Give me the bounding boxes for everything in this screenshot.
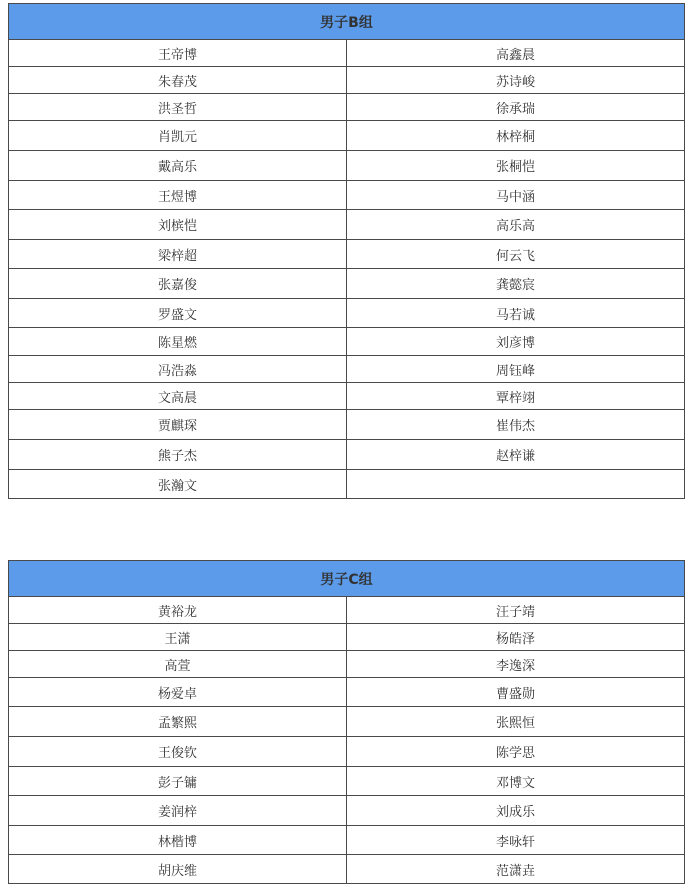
player-name [347, 470, 685, 499]
table-row [9, 210, 685, 240]
player-name: 戴高乐 [9, 151, 347, 181]
player-name: 王煜博 [9, 181, 347, 210]
player-name: 李逸深 [347, 651, 685, 678]
table-row [9, 767, 685, 796]
player-name: 苏诗峻 [347, 67, 685, 94]
player-name: 朱春茂 [9, 67, 347, 94]
player-name: 刘槟恺 [9, 210, 347, 240]
table-row [9, 826, 685, 855]
table-row [9, 651, 685, 678]
player-name: 文高晨 [9, 383, 347, 410]
player-name: 王俊钦 [9, 737, 347, 767]
table-row [9, 855, 685, 884]
player-name: 何云飞 [347, 240, 685, 269]
table-row [9, 796, 685, 826]
player-name: 范潇垚 [347, 855, 685, 884]
player-name: 陈星燃 [9, 328, 347, 356]
player-name: 高乐高 [347, 210, 685, 240]
player-name: 邓博文 [347, 767, 685, 796]
player-name: 马中涵 [347, 181, 685, 210]
table-row [9, 678, 685, 707]
table-row [9, 707, 685, 737]
table-row [9, 383, 685, 410]
table-row [9, 299, 685, 328]
table-row [9, 624, 685, 651]
player-name: 熊子杰 [9, 440, 347, 470]
player-name: 梁梓超 [9, 240, 347, 269]
group-b-table [8, 3, 685, 499]
table-row [9, 410, 685, 440]
player-name: 高萱 [9, 651, 347, 678]
table-row [9, 597, 685, 624]
player-name: 姜润梓 [9, 796, 347, 826]
player-name: 张嘉俊 [9, 269, 347, 299]
table-row [9, 240, 685, 269]
player-name: 张熙恒 [347, 707, 685, 737]
player-name: 汪子靖 [347, 597, 685, 624]
group-c-title: 男子C组 [9, 561, 685, 597]
group-c-table [8, 560, 685, 884]
player-name: 周钰峰 [347, 356, 685, 383]
player-name: 黄裕龙 [9, 597, 347, 624]
player-name: 陈学思 [347, 737, 685, 767]
player-name: 林楷博 [9, 826, 347, 855]
player-name: 赵梓谦 [347, 440, 685, 470]
player-name: 曹盛勋 [347, 678, 685, 707]
player-name: 肖凯元 [9, 121, 347, 151]
table-row [9, 40, 685, 67]
player-name: 马若诚 [347, 299, 685, 328]
table-row [9, 269, 685, 299]
player-name: 崔伟杰 [347, 410, 685, 440]
group-b-title: 男子B组 [9, 4, 685, 40]
player-name: 彭子镛 [9, 767, 347, 796]
player-name: 刘成乐 [347, 796, 685, 826]
player-name: 刘彦博 [347, 328, 685, 356]
table-row [9, 440, 685, 470]
table-row [9, 121, 685, 151]
player-name: 龚懿宸 [347, 269, 685, 299]
player-name: 胡庆维 [9, 855, 347, 884]
player-name: 张桐恺 [347, 151, 685, 181]
table-row [9, 470, 685, 499]
table-row [9, 94, 685, 121]
player-name: 洪圣哲 [9, 94, 347, 121]
table-row [9, 737, 685, 767]
player-name: 李咏轩 [347, 826, 685, 855]
table-row [9, 67, 685, 94]
player-name: 林梓桐 [347, 121, 685, 151]
player-name: 杨皓泽 [347, 624, 685, 651]
table-row [9, 356, 685, 383]
table-row [9, 328, 685, 356]
player-name: 冯浩淼 [9, 356, 347, 383]
player-name: 杨爱卓 [9, 678, 347, 707]
group-c-header-row [9, 561, 685, 597]
player-name: 罗盛文 [9, 299, 347, 328]
player-name: 徐承瑞 [347, 94, 685, 121]
player-name: 张瀚文 [9, 470, 347, 499]
player-name: 覃梓翊 [347, 383, 685, 410]
player-name: 王潇 [9, 624, 347, 651]
group-b-header-row [9, 4, 685, 40]
player-name: 王帝博 [9, 40, 347, 67]
table-row [9, 151, 685, 181]
player-name: 孟繁熙 [9, 707, 347, 737]
table-row [9, 181, 685, 210]
player-name: 高鑫晨 [347, 40, 685, 67]
player-name: 贾麒琛 [9, 410, 347, 440]
